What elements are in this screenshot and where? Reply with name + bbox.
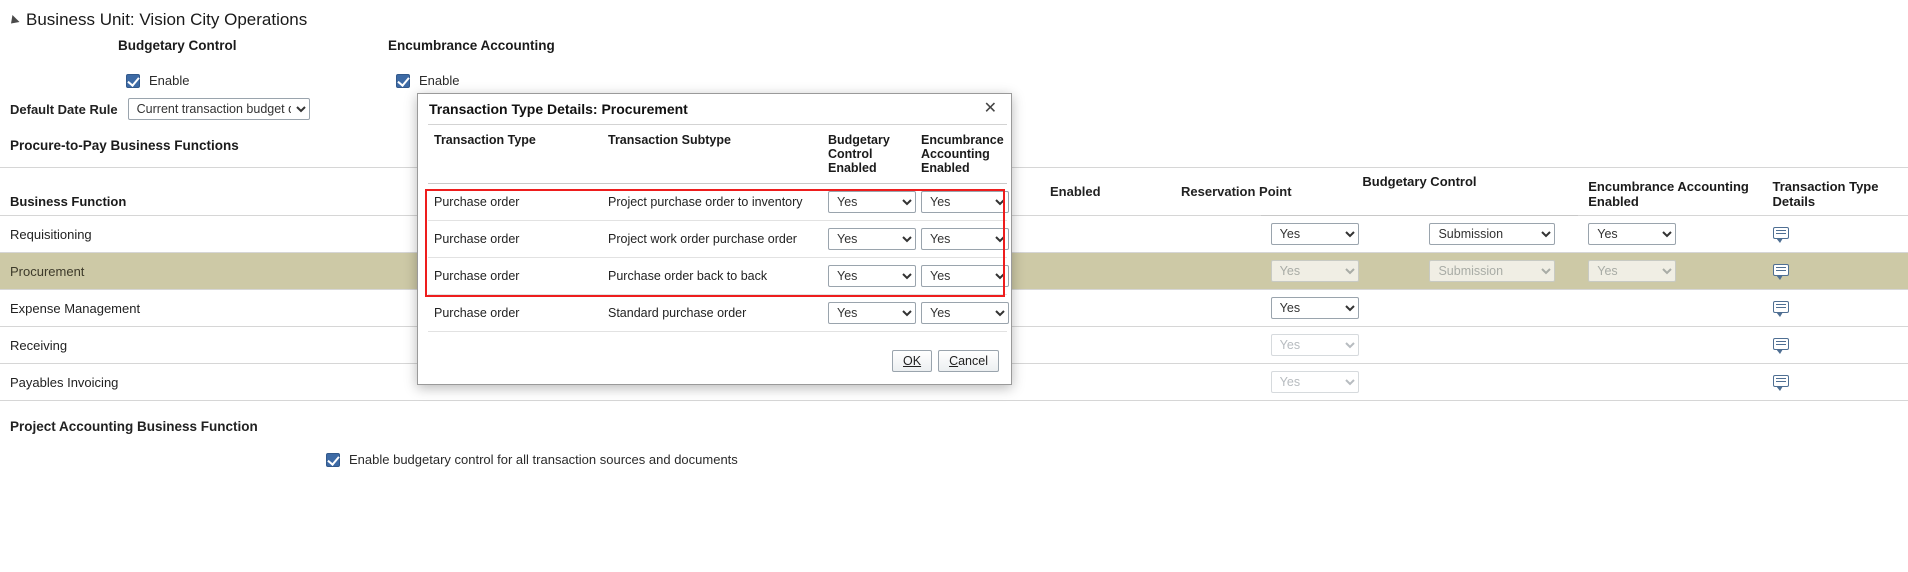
dialog-cell-transaction-type: Purchase order [428, 184, 602, 221]
comment-details-icon[interactable] [1773, 301, 1789, 313]
reservation-point-select [1429, 260, 1555, 282]
cell-encumbrance-enabled [1578, 216, 1762, 253]
encumbrance-accounting-column [388, 38, 555, 88]
dialog-table-row[interactable] [428, 221, 1007, 258]
th-budgetary-control-group: Budgetary Control [1261, 168, 1579, 216]
ok-button[interactable]: OK [892, 350, 932, 372]
dialog-table [428, 124, 1007, 332]
enabled-select[interactable] [1271, 223, 1359, 245]
dth-transaction-subtype: Transaction Subtype [602, 125, 822, 184]
dth-transaction-type: Transaction Type [428, 125, 602, 184]
cell-transaction-type-details[interactable] [1763, 290, 1908, 327]
default-date-rule-select[interactable] [128, 98, 310, 120]
cell-enabled [1261, 327, 1420, 364]
cell-reservation-point [1419, 216, 1578, 253]
th-encumbrance-accounting-enabled: Encumbrance Accounting Enabled [1578, 168, 1762, 216]
dialog-cell-dialog-budgetary-control [822, 295, 915, 332]
encumbrance-accounting-enable-row[interactable] [396, 73, 555, 88]
dialog-budgetary-control-select[interactable] [828, 265, 916, 287]
dialog-body [418, 124, 1011, 340]
dialog-encumbrance-accounting-select[interactable] [921, 265, 1009, 287]
cell-reservation-point [1419, 327, 1578, 364]
cell-business-function: Receiving [0, 327, 1261, 364]
dialog-cell-transaction-type: Purchase order [428, 258, 602, 295]
encumbrance-accounting-title: Encumbrance Accounting [388, 38, 555, 53]
project-accounting-section-title: Project Accounting Business Function [10, 419, 258, 434]
dialog-table-row[interactable] [428, 295, 1007, 332]
dialog-budgetary-control-select[interactable] [828, 302, 916, 324]
dialog-cell-dialog-budgetary-control [822, 221, 915, 258]
dialog-cell-transaction-subtype: Purchase order back to back [602, 258, 822, 295]
dialog-rows [428, 184, 1007, 332]
dialog-footer [418, 340, 1011, 384]
collapse-triangle-icon[interactable] [7, 15, 19, 27]
cell-business-function: Procurement [0, 253, 1261, 290]
transaction-type-details-dialog [417, 93, 1012, 385]
procure-to-pay-section-title: Procure-to-Pay Business Functions [10, 138, 239, 153]
enabled-select [1271, 260, 1359, 282]
business-unit-header [0, 0, 1908, 30]
encumbrance-enabled-select[interactable] [1588, 223, 1676, 245]
budgetary-control-enable-label: Enable [149, 73, 190, 88]
dth-encumbrance-accounting-enabled: Encumbrance Accounting Enabled [915, 125, 1007, 184]
cell-enabled [1261, 253, 1420, 290]
dialog-budgetary-control-select[interactable] [828, 228, 916, 250]
th-enabled: Enabled [1050, 184, 1101, 199]
dialog-title-bar [418, 94, 1011, 124]
cell-reservation-point [1419, 290, 1578, 327]
dialog-budgetary-control-select[interactable] [828, 191, 916, 213]
encumbrance-accounting-enable-checkbox[interactable] [396, 74, 410, 88]
budgetary-control-enable-row[interactable] [126, 73, 237, 88]
cell-encumbrance-enabled [1578, 327, 1762, 364]
cell-encumbrance-enabled [1578, 290, 1762, 327]
reservation-point-select[interactable] [1429, 223, 1555, 245]
comment-details-icon[interactable] [1773, 264, 1789, 276]
th-transaction-type-details: Transaction Type Details [1763, 168, 1908, 216]
cell-reservation-point [1419, 364, 1578, 401]
dialog-cell-transaction-subtype: Standard purchase order [602, 295, 822, 332]
cell-business-function: Payables Invoicing [0, 364, 1261, 401]
enabled-select[interactable] [1271, 297, 1359, 319]
cell-encumbrance-enabled [1578, 253, 1762, 290]
cell-business-function: Expense Management [0, 290, 1261, 327]
close-icon[interactable]: ✕ [980, 99, 1001, 119]
cell-business-function: Requisitioning [0, 216, 1261, 253]
dialog-table-row[interactable] [428, 184, 1007, 221]
cell-reservation-point [1419, 253, 1578, 290]
project-accounting-enable-checkbox[interactable] [326, 453, 340, 467]
dialog-cell-dialog-encumbrance-accounting [915, 258, 1007, 295]
dialog-cell-dialog-encumbrance-accounting [915, 184, 1007, 221]
encumbrance-accounting-enable-label: Enable [419, 73, 460, 88]
enable-columns [0, 38, 1908, 96]
project-accounting-checkbox-row[interactable] [0, 452, 1908, 467]
cell-transaction-type-details[interactable] [1763, 253, 1908, 290]
dialog-cell-transaction-subtype: Project purchase order to inventory [602, 184, 822, 221]
th-business-function: Business Function [0, 168, 1261, 216]
dialog-cell-transaction-type: Purchase order [428, 221, 602, 258]
dialog-cell-dialog-budgetary-control [822, 258, 915, 295]
cell-encumbrance-enabled [1578, 364, 1762, 401]
dialog-encumbrance-accounting-select[interactable] [921, 302, 1009, 324]
project-accounting-enable-label: Enable budgetary control for all transaction sources and documents [349, 452, 738, 467]
budgetary-control-title: Budgetary Control [118, 38, 237, 53]
dialog-cell-dialog-encumbrance-accounting [915, 221, 1007, 258]
cell-enabled [1261, 364, 1420, 401]
dialog-table-row[interactable] [428, 258, 1007, 295]
dialog-cell-dialog-budgetary-control [822, 184, 915, 221]
cell-enabled [1261, 290, 1420, 327]
th-reservation-point: Reservation Point [1181, 184, 1292, 199]
cell-transaction-type-details[interactable] [1763, 364, 1908, 401]
dialog-header-row [428, 125, 1007, 184]
enabled-select [1271, 334, 1359, 356]
cancel-button[interactable]: Cancel [938, 350, 999, 372]
dialog-cell-dialog-encumbrance-accounting [915, 295, 1007, 332]
default-date-rule-label: Default Date Rule [10, 101, 118, 117]
encumbrance-enabled-select [1588, 260, 1676, 282]
enabled-select [1271, 371, 1359, 393]
comment-details-icon[interactable] [1773, 227, 1789, 239]
cell-transaction-type-details[interactable] [1763, 327, 1908, 364]
dialog-encumbrance-accounting-select[interactable] [921, 191, 1009, 213]
cell-transaction-type-details[interactable] [1763, 216, 1908, 253]
comment-details-icon[interactable] [1773, 375, 1789, 387]
dialog-encumbrance-accounting-select[interactable] [921, 228, 1009, 250]
dialog-cell-transaction-type: Purchase order [428, 295, 602, 332]
comment-details-icon[interactable] [1773, 338, 1789, 350]
dialog-cell-transaction-subtype: Project work order purchase order [602, 221, 822, 258]
cell-enabled [1261, 216, 1420, 253]
business-unit-title: Business Unit: Vision City Operations [26, 10, 308, 29]
dialog-title: Transaction Type Details: Procurement [429, 100, 688, 117]
budgetary-control-column [118, 38, 237, 88]
budgetary-control-enable-checkbox[interactable] [126, 74, 140, 88]
dth-budgetary-control-enabled: Budgetary Control Enabled [822, 125, 915, 184]
